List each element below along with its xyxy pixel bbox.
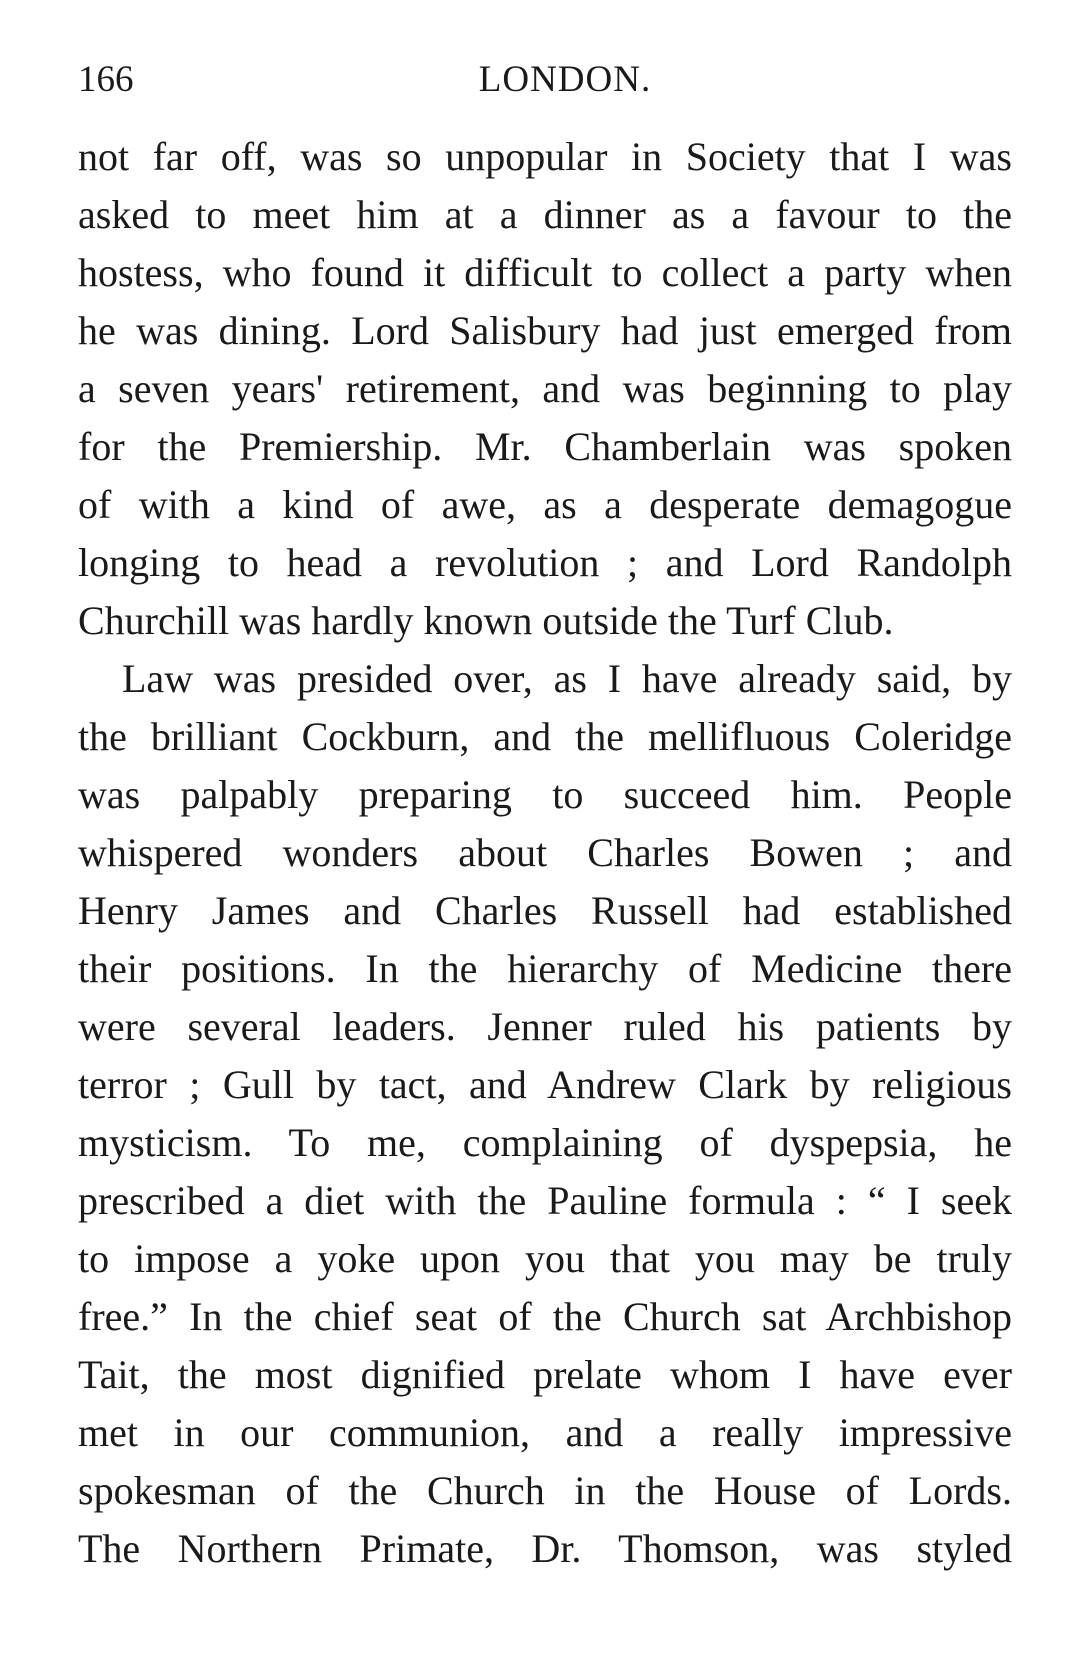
body-text <box>78 128 1012 1578</box>
text-line: The Northern Primate, Dr. Thomson, was styled <box>78 1526 1012 1571</box>
paragraph-end-line: Churchill was hardly known outside the Turf Club. <box>78 598 894 643</box>
text-line: hostess, who found it difficult to collect a party when <box>78 250 1012 295</box>
text-line: a seven years' retirement, and was beginning to play <box>78 366 1012 411</box>
text-line: longing to head a revolution ; and Lord Randolph <box>78 540 1012 585</box>
text-line: Tait, the most dignified prelate whom I have ever <box>78 1352 1012 1397</box>
text-line: he was dining. Lord Salisbury had just emerged from <box>78 308 1012 353</box>
text-line: was palpably preparing to succeed him. People <box>78 772 1012 817</box>
text-line: the brilliant Cockburn, and the mellifluous Coleridge <box>78 714 1012 759</box>
text-line: met in our communion, and a really impressive <box>78 1410 1012 1455</box>
text-line: of with a kind of awe, as a desperate demagogue <box>78 482 1012 527</box>
text-line: to impose a yoke upon you that you may be truly <box>78 1236 1012 1281</box>
text-line: prescribed a diet with the Pauline formula : “ I seek <box>78 1178 1012 1223</box>
text-line: spokesman of the Church in the House of Lords. <box>78 1468 1012 1513</box>
text-line: not far off, was so unpopular in Society that I was <box>78 134 1012 179</box>
running-title: LONDON. <box>478 59 652 100</box>
text-line: whispered wonders about Charles Bowen ; and <box>78 830 1012 875</box>
text-line: Henry James and Charles Russell had established <box>78 888 1012 933</box>
text-line: mysticism. To me, complaining of dyspepsia, he <box>78 1120 1012 1165</box>
text-line: were several leaders. Jenner ruled his patients by <box>78 1004 1012 1049</box>
text-line: for the Premiership. Mr. Chamberlain was spoken <box>78 424 1012 469</box>
paragraph-start-line: Law was presided over, as I have already said, by <box>122 656 1012 701</box>
text-line: terror ; Gull by tact, and Andrew Clark by religious <box>78 1062 1012 1107</box>
page-header <box>78 58 1012 102</box>
text-line: free.” In the chief seat of the Church sat Archbishop <box>78 1294 1012 1339</box>
text-line: asked to meet him at a dinner as a favour to the <box>78 192 1012 237</box>
page-number: 166 <box>78 59 134 100</box>
text-line: their positions. In the hierarchy of Medicine there <box>78 946 1012 991</box>
